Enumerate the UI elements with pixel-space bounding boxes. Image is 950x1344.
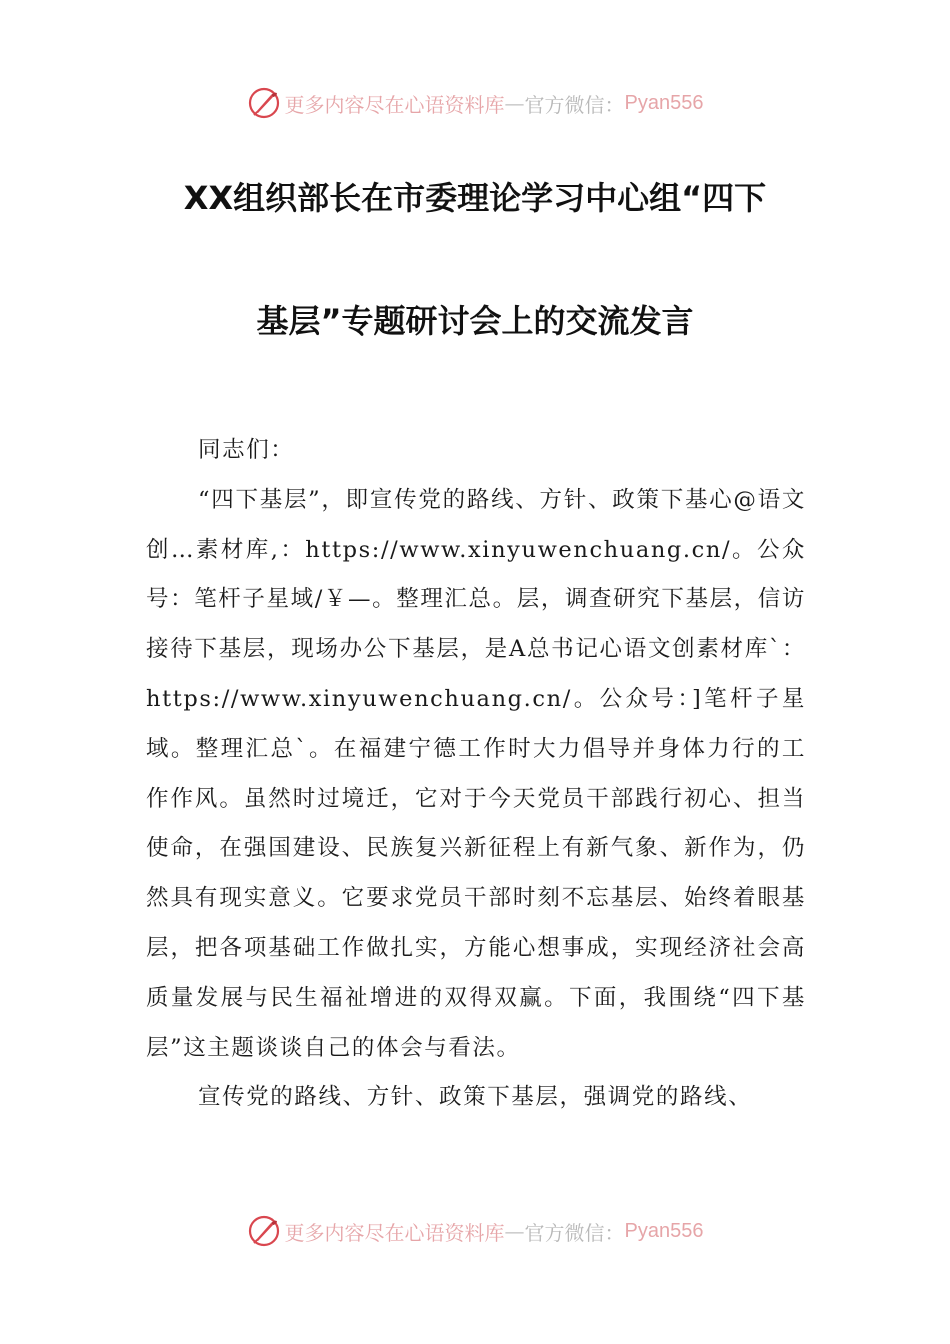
watermark-wechat-id: Pyan556 xyxy=(624,91,704,114)
paragraph-2: 宣传党的路线、方针、政策下基层，强调党的路线、 xyxy=(198,1084,753,1111)
watermark-brand: 更多内容尽在心语资料库 xyxy=(284,92,505,117)
watermark-official-label: 官方微信： xyxy=(524,1220,625,1245)
document-title-line-1: XX组织部长在市委理论学习中心组“四下 xyxy=(183,179,767,217)
watermark-footer xyxy=(0,1211,950,1251)
quill-logo-icon xyxy=(247,1214,281,1248)
greeting: 同志们： xyxy=(198,437,295,463)
document-body xyxy=(146,426,806,1123)
quill-logo-icon xyxy=(247,86,281,120)
watermark-dash: — xyxy=(504,1219,525,1243)
watermark-header xyxy=(0,83,950,123)
watermark-wechat-id: Pyan556 xyxy=(624,1219,704,1242)
document-title-line-2: 基层”专题研讨会上的交流发言 xyxy=(256,302,694,340)
watermark-dash: — xyxy=(504,91,525,115)
watermark-brand: 更多内容尽在心语资料库 xyxy=(284,1220,505,1245)
watermark-official-label: 官方微信： xyxy=(524,92,625,117)
paragraph-1: “四下基层”，即宣传党的路线、方针、政策下基心@语文创…素材库,：https://www.xinyuwenchuang.cn/。公众号：笔杆子星域/￥—。整理汇总。层，调查研究下基层，信访接待下基层，现场办公下基层，是A总书记心语文创素材库`：https://www.xinyuwenchuang.cn/。公众号：]笔杆子星域。整理汇总`。在福建宁德工作时大力倡导并身体力行的工作作风。虽然时过境迁，它对于今天党员干部践行初心、担当使命，在强国建设、民族复兴新征程上有新气象、新作为，仍然具有现实意义。它要求党员干部时刻不忘基层、始终着眼基层，把各项基础工作做扎实，方能心想事成，实现经济社会高质量发展与民生福祉增进的双得双赢。下面，我围绕“四下基层”这主题谈谈自己的体会与看法。 xyxy=(146,486,806,1061)
